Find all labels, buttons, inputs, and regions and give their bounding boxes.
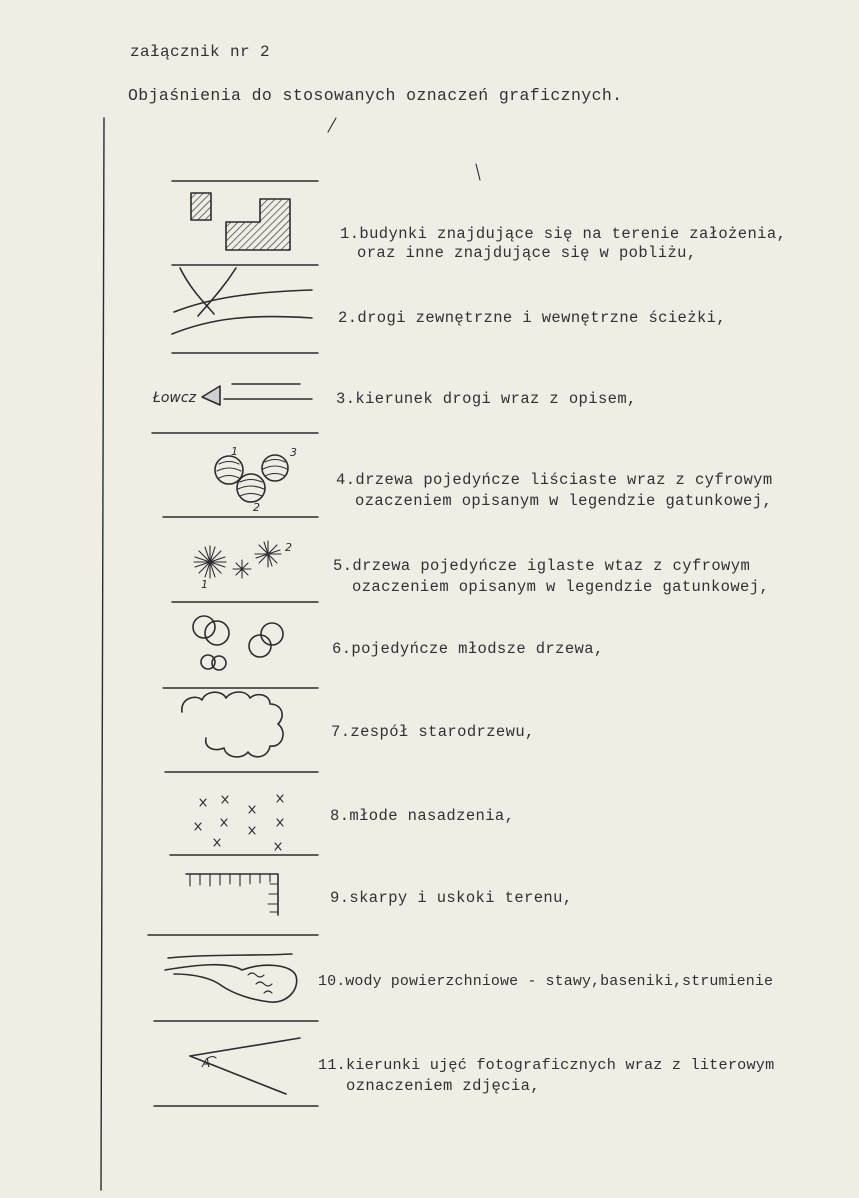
legend-item-1-line-1: 1.budynki znajdujące się na terenie założenia, xyxy=(340,225,787,243)
legend-item-10: 10.wody powierzchniowe - stawy,baseniki,strumienie xyxy=(318,973,774,990)
old-trees-group-symbol xyxy=(165,692,318,772)
legend-item-11-line-2: oznaczeniem zdjęcia, xyxy=(346,1077,541,1095)
young-trees-symbol xyxy=(163,616,318,688)
legend-item-7: 7.zespół starodrzewu, xyxy=(331,723,535,741)
surface-waters-symbol xyxy=(154,954,318,1021)
photo-letter: A xyxy=(202,1056,211,1070)
legend-item-8: 8.młode nasadzenia, xyxy=(330,807,515,825)
legend-item-4-line-2: ozaczeniem opisanym w legendzie gatunkowej, xyxy=(355,492,773,510)
buildings-symbol xyxy=(172,181,318,265)
slopes-symbol xyxy=(148,874,318,935)
legend-item-5-line-1: 5.drzewa pojedyńcze iglaste wtaz z cyfrowym xyxy=(333,557,751,575)
attachment-label: załącznik nr 2 xyxy=(130,43,271,61)
page-title: Objaśnienia do stosowanych oznaczeń graficznych. xyxy=(128,86,623,105)
legend-item-4-line-1: 4.drzewa pojedyńcze liściaste wraz z cyfrowym xyxy=(336,471,773,489)
legend-item-1-line-2: oraz inne znajdujące się w pobliżu, xyxy=(357,244,697,262)
photo-direction-symbol xyxy=(154,1038,318,1106)
legend-item-6: 6.pojedyńcze młodsze drzewa, xyxy=(332,640,604,658)
tree-number-3: 3 xyxy=(290,446,297,459)
legend-item-2: 2.drogi zewnętrzne i wewnętrzne ścieżki, xyxy=(338,309,727,327)
conifer-number-2: 2 xyxy=(285,541,292,554)
young-plantings-symbol xyxy=(170,795,318,855)
legend-item-5-line-2: ozaczeniem opisanym w legendzie gatunkowej, xyxy=(352,578,770,596)
road-direction-label: Łowcz xyxy=(153,390,196,406)
roads-symbol xyxy=(172,268,318,353)
legend-item-9: 9.skarpy i uskoki terenu, xyxy=(330,889,573,907)
margin-rule xyxy=(101,118,104,1190)
legend-item-3: 3.kierunek drogi wraz z opisem, xyxy=(336,390,637,408)
tree-number-1: 1 xyxy=(231,445,238,458)
tree-number-2: 2 xyxy=(253,501,260,514)
coniferous-trees-symbol xyxy=(172,541,318,602)
legend-item-11-line-1: 11.kierunki ujęć fotograficznych wraz z literowym xyxy=(318,1056,775,1074)
conifer-number-1: 1 xyxy=(201,578,208,591)
deciduous-trees-symbol xyxy=(163,445,318,517)
road-direction-symbol xyxy=(152,384,318,433)
